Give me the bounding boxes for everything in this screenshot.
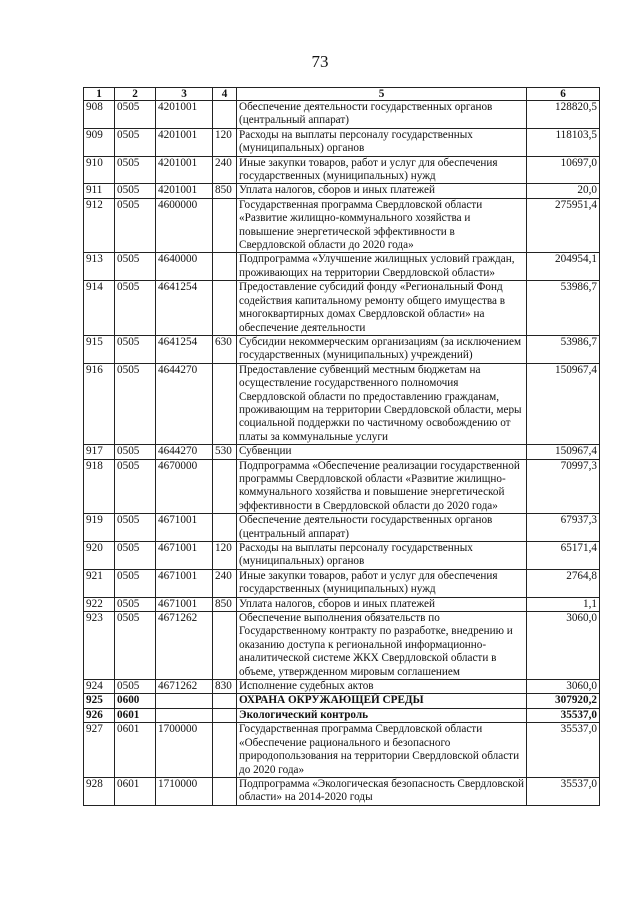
target-code-cell: 4640000 bbox=[156, 253, 213, 281]
amount-cell: 35537,0 bbox=[527, 708, 600, 722]
row-number-cell: 919 bbox=[84, 514, 115, 542]
target-code-cell: 1710000 bbox=[156, 777, 213, 805]
expense-type-cell: 630 bbox=[213, 335, 237, 363]
table-row bbox=[84, 514, 600, 542]
row-number-cell: 922 bbox=[84, 597, 115, 611]
expense-type-cell bbox=[213, 459, 237, 514]
item-name-cell: Подпрограмма «Экологическая безопасность Свердловской области» на 2014-2020 годы bbox=[237, 777, 527, 805]
item-name-cell: Подпрограмма «Улучшение жилищных условий граждан, проживающих на территории Свердловской области» bbox=[237, 253, 527, 281]
header-cell-section: 2 bbox=[115, 88, 156, 101]
expense-type-cell bbox=[213, 514, 237, 542]
expense-type-cell: 120 bbox=[213, 542, 237, 570]
row-number-cell: 913 bbox=[84, 253, 115, 281]
table-row bbox=[84, 363, 600, 444]
target-code-cell: 4671262 bbox=[156, 680, 213, 694]
section-code-cell: 0505 bbox=[115, 198, 156, 253]
row-number-cell: 927 bbox=[84, 723, 115, 778]
item-name-cell: Государственная программа Свердловской области «Обеспечение рационального и безопасного природопользования на территории Свердловской области до 2020 года» bbox=[237, 723, 527, 778]
expense-type-cell: 120 bbox=[213, 128, 237, 156]
amount-cell: 67937,3 bbox=[527, 514, 600, 542]
target-code-cell: 4201001 bbox=[156, 184, 213, 198]
expense-type-cell bbox=[213, 101, 237, 129]
expense-type-cell: 850 bbox=[213, 597, 237, 611]
table-row bbox=[84, 569, 600, 597]
row-number-cell: 918 bbox=[84, 459, 115, 514]
expense-type-cell: 240 bbox=[213, 569, 237, 597]
section-code-cell: 0600 bbox=[115, 694, 156, 708]
target-code-cell: 4671001 bbox=[156, 542, 213, 570]
expense-type-cell: 530 bbox=[213, 445, 237, 459]
row-number-cell: 914 bbox=[84, 281, 115, 336]
section-code-cell: 0505 bbox=[115, 128, 156, 156]
section-code-cell: 0601 bbox=[115, 723, 156, 778]
item-name-cell: Иные закупки товаров, работ и услуг для обеспечения государственных (муниципальных) нужд bbox=[237, 156, 527, 184]
item-name-cell: Обеспечение деятельности государственных органов (центральный аппарат) bbox=[237, 101, 527, 129]
target-code-cell bbox=[156, 694, 213, 708]
item-name-cell: Исполнение судебных актов bbox=[237, 680, 527, 694]
item-name-cell: Предоставление субсидий фонду «Региональный Фонд содействия капитальному ремонту общего имущества в многоквартирных домах Свердловской области» на обеспечение деятельности bbox=[237, 281, 527, 336]
target-code-cell: 1700000 bbox=[156, 723, 213, 778]
amount-cell: 3060,0 bbox=[527, 612, 600, 680]
target-code-cell: 4671001 bbox=[156, 569, 213, 597]
table-row bbox=[84, 101, 600, 129]
amount-cell: 204954,1 bbox=[527, 253, 600, 281]
expense-type-cell: 240 bbox=[213, 156, 237, 184]
amount-cell: 128820,5 bbox=[527, 101, 600, 129]
target-code-cell: 4641254 bbox=[156, 281, 213, 336]
amount-cell: 53986,7 bbox=[527, 335, 600, 363]
target-code-cell: 4671001 bbox=[156, 597, 213, 611]
target-code-cell bbox=[156, 708, 213, 722]
amount-cell: 150967,4 bbox=[527, 445, 600, 459]
amount-cell: 3060,0 bbox=[527, 680, 600, 694]
expense-type-cell: 850 bbox=[213, 184, 237, 198]
table-row bbox=[84, 198, 600, 253]
page-number: 73 bbox=[311, 52, 329, 71]
amount-cell: 1,1 bbox=[527, 597, 600, 611]
row-number-cell: 928 bbox=[84, 777, 115, 805]
table-row bbox=[84, 128, 600, 156]
section-code-cell: 0505 bbox=[115, 253, 156, 281]
section-code-cell: 0505 bbox=[115, 459, 156, 514]
item-name-cell: Обеспечение выполнения обязательств по Государственному контракту по разработке, внедрению и оказанию доступа к региональной информационно-аналитической системе ЖКХ Свердловской области в объеме, утвержденном мировым соглашением bbox=[237, 612, 527, 680]
table-row bbox=[84, 335, 600, 363]
amount-cell: 20,0 bbox=[527, 184, 600, 198]
row-number-cell: 912 bbox=[84, 198, 115, 253]
expense-type-cell bbox=[213, 777, 237, 805]
expense-type-cell bbox=[213, 363, 237, 444]
section-code-cell: 0505 bbox=[115, 101, 156, 129]
section-code-cell: 0505 bbox=[115, 335, 156, 363]
target-code-cell: 4644270 bbox=[156, 445, 213, 459]
row-number-cell: 908 bbox=[84, 101, 115, 129]
table-row bbox=[84, 777, 600, 805]
item-name-cell: Уплата налогов, сборов и иных платежей bbox=[237, 184, 527, 198]
header-cell-name: 5 bbox=[237, 88, 527, 101]
header-cell-num: 1 bbox=[84, 88, 115, 101]
row-number-cell: 924 bbox=[84, 680, 115, 694]
amount-cell: 118103,5 bbox=[527, 128, 600, 156]
amount-cell: 2764,8 bbox=[527, 569, 600, 597]
target-code-cell: 4671001 bbox=[156, 514, 213, 542]
table-row bbox=[84, 459, 600, 514]
table-row bbox=[84, 597, 600, 611]
section-code-cell: 0505 bbox=[115, 612, 156, 680]
table-row bbox=[84, 281, 600, 336]
expense-type-cell bbox=[213, 694, 237, 708]
section-code-cell: 0505 bbox=[115, 680, 156, 694]
table-row bbox=[84, 680, 600, 694]
expense-type-cell bbox=[213, 723, 237, 778]
row-number-cell: 910 bbox=[84, 156, 115, 184]
table-row bbox=[84, 156, 600, 184]
row-number-cell: 921 bbox=[84, 569, 115, 597]
target-code-cell: 4671262 bbox=[156, 612, 213, 680]
target-code-cell: 4670000 bbox=[156, 459, 213, 514]
table-row bbox=[84, 694, 600, 708]
expense-type-cell bbox=[213, 612, 237, 680]
expense-type-cell bbox=[213, 708, 237, 722]
row-number-cell: 909 bbox=[84, 128, 115, 156]
header-cell-sum: 6 bbox=[527, 88, 600, 101]
section-code-cell: 0505 bbox=[115, 597, 156, 611]
section-code-cell: 0505 bbox=[115, 363, 156, 444]
table-row bbox=[84, 612, 600, 680]
target-code-cell: 4600000 bbox=[156, 198, 213, 253]
table-row bbox=[84, 253, 600, 281]
amount-cell: 275951,4 bbox=[527, 198, 600, 253]
section-code-cell: 0505 bbox=[115, 281, 156, 336]
amount-cell: 10697,0 bbox=[527, 156, 600, 184]
expense-type-cell bbox=[213, 198, 237, 253]
table-row bbox=[84, 723, 600, 778]
row-number-cell: 917 bbox=[84, 445, 115, 459]
target-code-cell: 4201001 bbox=[156, 101, 213, 129]
item-name-cell: Расходы на выплаты персоналу государственных (муниципальных) органов bbox=[237, 542, 527, 570]
header-cell-target: 3 bbox=[156, 88, 213, 101]
section-code-cell: 0505 bbox=[115, 542, 156, 570]
section-code-cell: 0505 bbox=[115, 514, 156, 542]
amount-cell: 53986,7 bbox=[527, 281, 600, 336]
item-name-cell: ОХРАНА ОКРУЖАЮЩЕЙ СРЕДЫ bbox=[237, 694, 527, 708]
amount-cell: 35537,0 bbox=[527, 723, 600, 778]
header-cell-type: 4 bbox=[213, 88, 237, 101]
amount-cell: 150967,4 bbox=[527, 363, 600, 444]
item-name-cell: Экологический контроль bbox=[237, 708, 527, 722]
target-code-cell: 4644270 bbox=[156, 363, 213, 444]
table-row bbox=[84, 708, 600, 722]
section-code-cell: 0601 bbox=[115, 708, 156, 722]
table-row bbox=[84, 184, 600, 198]
item-name-cell: Субвенции bbox=[237, 445, 527, 459]
amount-cell: 70997,3 bbox=[527, 459, 600, 514]
item-name-cell: Государственная программа Свердловской области «Развитие жилищно-коммунального хозяйства и повышение энергетической эффективности в Свердловской области до 2020 года» bbox=[237, 198, 527, 253]
section-code-cell: 0505 bbox=[115, 184, 156, 198]
expense-type-cell: 830 bbox=[213, 680, 237, 694]
table-row bbox=[84, 542, 600, 570]
row-number-cell: 925 bbox=[84, 694, 115, 708]
amount-cell: 35537,0 bbox=[527, 777, 600, 805]
table-header-row bbox=[84, 88, 600, 101]
amount-cell: 307920,2 bbox=[527, 694, 600, 708]
item-name-cell: Расходы на выплаты персоналу государственных (муниципальных) органов bbox=[237, 128, 527, 156]
section-code-cell: 0601 bbox=[115, 777, 156, 805]
item-name-cell: Иные закупки товаров, работ и услуг для обеспечения государственных (муниципальных) нужд bbox=[237, 569, 527, 597]
row-number-cell: 916 bbox=[84, 363, 115, 444]
section-code-cell: 0505 bbox=[115, 156, 156, 184]
amount-cell: 65171,4 bbox=[527, 542, 600, 570]
item-name-cell: Предоставление субвенций местным бюджетам на осуществление государственного полномочия Свердловской области по предоставлению гражданам, проживающим на территории Свердловской области, меры социальной поддержки по частичному освобождению от платы за коммунальные услуги bbox=[237, 363, 527, 444]
row-number-cell: 911 bbox=[84, 184, 115, 198]
row-number-cell: 923 bbox=[84, 612, 115, 680]
target-code-cell: 4201001 bbox=[156, 156, 213, 184]
item-name-cell: Уплата налогов, сборов и иных платежей bbox=[237, 597, 527, 611]
item-name-cell: Субсидии некоммерческим организациям (за исключением государственных (муниципальных) учреждений) bbox=[237, 335, 527, 363]
target-code-cell: 4641254 bbox=[156, 335, 213, 363]
item-name-cell: Обеспечение деятельности государственных органов (центральный аппарат) bbox=[237, 514, 527, 542]
expense-type-cell bbox=[213, 281, 237, 336]
section-code-cell: 0505 bbox=[115, 445, 156, 459]
table-body bbox=[84, 101, 600, 806]
row-number-cell: 920 bbox=[84, 542, 115, 570]
table-row bbox=[84, 445, 600, 459]
expense-type-cell bbox=[213, 253, 237, 281]
budget-table bbox=[83, 87, 600, 806]
section-code-cell: 0505 bbox=[115, 569, 156, 597]
row-number-cell: 915 bbox=[84, 335, 115, 363]
target-code-cell: 4201001 bbox=[156, 128, 213, 156]
item-name-cell: Подпрограмма «Обеспечение реализации государственной программы Свердловской области «Развитие жилищно-коммунального хозяйства и повышение энергетической эффективности в Свердловской области до 2020 года» bbox=[237, 459, 527, 514]
row-number-cell: 926 bbox=[84, 708, 115, 722]
